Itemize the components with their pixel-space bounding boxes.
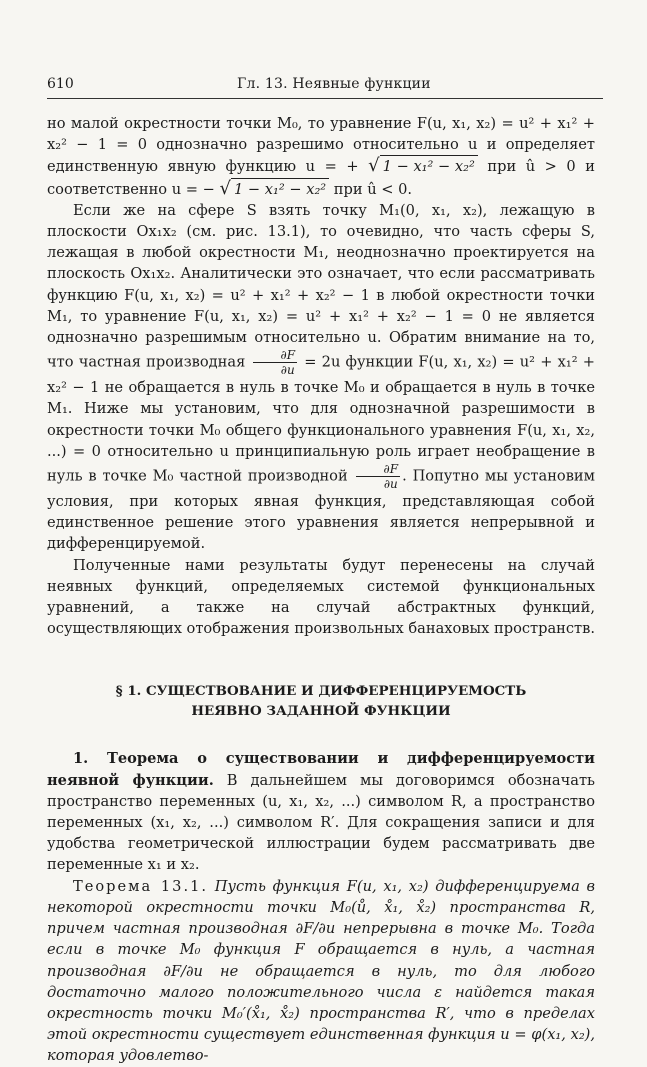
paragraph-results: Полученные нами результаты будут перенесены на случай неявных функций, определяемых системой функциональных уравнений, а также на случай абстрактных функций, осуществляющих отображения произвольных банаховых пространств.: [47, 556, 595, 638]
paragraph-sphere-point: [47, 200, 595, 555]
sqrt-sign: √: [368, 155, 380, 177]
page-header: [47, 76, 603, 96]
p2-text-c: . Попутно мы установим условия, при которых явная функция, представляющая собой единственное решение этого уравнения является непрерывной и дифференцируемой.: [47, 467, 596, 553]
p2-text-b: = 2u функции F(u, x₁, x₂) = u² + x₁² + x₂² − 1 не обращается в нуль в точке M₀ и обращается в нуль в точке M₁. Ниже мы установим, что для однозначной разрешимости в окрестности точки M₀ общего функционального уравнения F(u, x₁, x₂, ...) = 0 относительно u принципиальную роль играет необращение в нуль в точке M₀ частной производной: [47, 353, 596, 485]
partial-derivative-fraction: [356, 462, 401, 491]
theorem-statement: [47, 876, 595, 1067]
paragraph-continuation: [47, 113, 595, 200]
theorem-label: Теорема 13.1.: [73, 877, 209, 895]
p2-text-a: Если же на сфере S взять точку M₁(0, x₁, x₂), лежащую в плоскости Ox₁x₂ (см. рис. 13.1), то очевидно, что часть сферы S, лежащая в любой окрестности M₁, неоднозначно проектируется на плоскость Ox₁x₂. Аналитически это означает, что если рассматривать функцию F(u, x₁, x₂) = u² + x₁² + x₂² − 1 в любой окрестности точки M₁, то уравнение F(u, x₁, x₂) = u² + x₁² + x₂² − 1 = 0 не является однозначно разрешимым относительно u. Обратим внимание на то, что частная производная: [47, 201, 595, 371]
section-heading-line-2: НЕЯВНО ЗАДАННОЙ ФУНКЦИИ: [191, 703, 451, 720]
p4-text: В дальнейшем мы договоримся обозначать пространство переменных (u, x₁, x₂, ...) символом R, а пространство переменных (x₁, x₂, ...) символом R′. Для сокращения записи и для удобства геометрической иллюстрации будем рассматривать две переменные x₁ и x₂.: [47, 771, 596, 874]
p1-text-b: при û > 0 и соответственно u = −: [47, 158, 595, 198]
paragraph-theorem-intro: [47, 748, 595, 875]
page-body: [47, 113, 595, 1067]
sqrt-expression-2: 1 − x₁² − x₂²: [231, 178, 329, 200]
fraction-numerator: ∂F: [356, 462, 401, 477]
header-rule: [47, 98, 603, 99]
sqrt-expression-1: 1 − x₁² − x₂²: [380, 155, 478, 177]
fraction-denominator: ∂u: [280, 363, 295, 378]
subsection-title: 1. Теорема о существовании и дифференцируемости неявной функции.: [47, 750, 595, 789]
fraction-denominator: ∂u: [383, 477, 398, 492]
running-title: Гл. 13. Неявные функции: [237, 76, 431, 92]
sqrt-sign: √: [219, 177, 231, 199]
section-heading: [47, 681, 595, 721]
section-heading-line-1: § 1. СУЩЕСТВОВАНИЕ И ДИФФЕРЕНЦИРУЕМОСТЬ: [115, 683, 527, 700]
fraction-numerator: ∂F: [253, 348, 298, 363]
partial-derivative-fraction: [253, 348, 298, 377]
p1-text-a: но малой окрестности точки M₀, то уравнение F(u, x₁, x₂) = u² + x₁² + x₂² − 1 = 0 однозначно разрешимо относительно u и определяет единственную явную функцию u = +: [47, 115, 595, 176]
page-number: 610: [47, 76, 74, 92]
theorem-text: Пусть функция F(u, x₁, x₂) дифференцируема в некоторой окрестности точки M₀(ů, x̊₁, x̊₂) пространства R, причем частная производная ∂F/∂u непрерывна в точке M₀. Тогда если в точке M₀ функция F обращается в нуль, а частная производная ∂F/∂u не обращается в нуль, то для любого достаточно малого положительного числа ε найдется такая окрестность точки M₀′(x̊₁, x̊₂) пространства R′, что в пределах этой окрестности существует единственная функция u = φ(x₁, x₂), которая удовлетво-: [47, 877, 595, 1065]
p1-text-c: при û < 0.: [333, 180, 413, 198]
